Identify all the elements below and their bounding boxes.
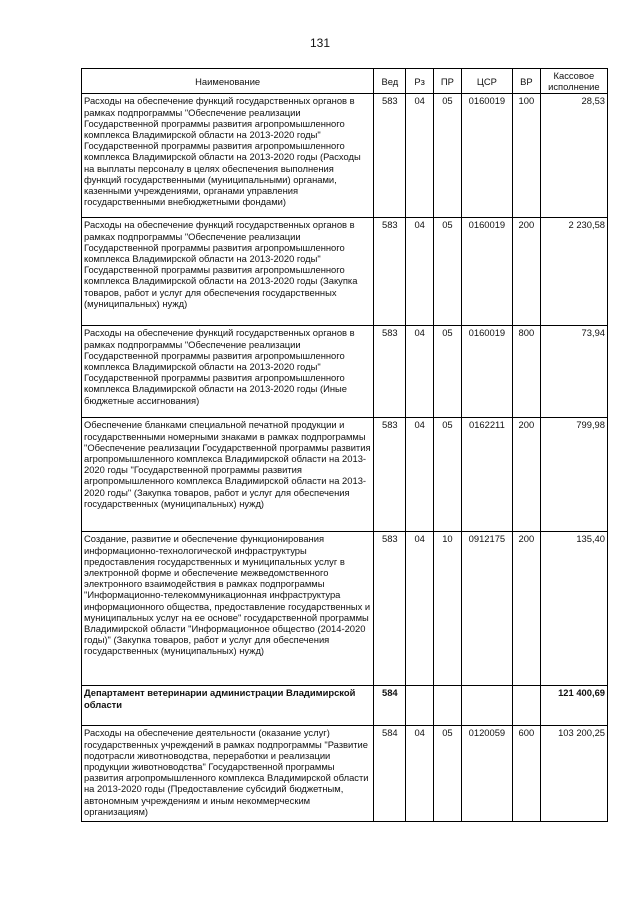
header-sum: Кассовое исполнение [540, 69, 607, 94]
row-sum: 103 200,25 [540, 726, 607, 822]
row-ved: 584 [374, 726, 406, 822]
row-csr [461, 686, 512, 726]
row-rz: 04 [406, 418, 434, 532]
table-row [82, 418, 608, 532]
row-name: Расходы на обеспечение функций государственных органов в рамках подпрограммы "Обеспечение реализации Государственной программы развития агропромышленного комплекса Владимирской области на 2013-2020 годы" Государственной программы развития агропромышленного комплекса Владимирской области на 2013-2020 годы (Иные бюджетные ассигнования) [82, 326, 374, 418]
table-row [82, 326, 608, 418]
row-vr [513, 686, 541, 726]
row-csr: 0120059 [461, 726, 512, 822]
row-pr: 10 [434, 532, 462, 686]
table-row [82, 218, 608, 326]
header-ved: Вед [374, 69, 406, 94]
row-pr: 05 [434, 218, 462, 326]
row-name: Расходы на обеспечение функций государственных органов в рамках подпрограммы "Обеспечение реализации Государственной программы развития агропромышленного комплекса Владимирской области на 2013-2020 годы" Государственной программы развития агропромышленного комплекса Владимирской области на 2013-2020 годы (Закупка товаров, работ и услуг для обеспечения государственных (муниципальных) нужд) [82, 218, 374, 326]
row-ved: 584 [374, 686, 406, 726]
row-name: Расходы на обеспечение деятельности (оказание услуг) государственных учреждений в рамках подпрограммы "Развитие подотрасли животноводства, переработки и реализации продукции животноводства" Государственной программы развития агропромышленного комплекса Владимирской области на 2013-2020 годы (Предоставление субсидий бюджетным, автономным учреждениям и иным некоммерческим организациям) [82, 726, 374, 822]
row-csr: 0912175 [461, 532, 512, 686]
row-csr: 0160019 [461, 94, 512, 218]
row-sum: 135,40 [540, 532, 607, 686]
row-pr: 05 [434, 418, 462, 532]
row-rz: 04 [406, 326, 434, 418]
row-csr: 0160019 [461, 218, 512, 326]
row-vr: 200 [513, 218, 541, 326]
header-rz: Рз [406, 69, 434, 94]
row-vr: 800 [513, 326, 541, 418]
row-pr: 05 [434, 326, 462, 418]
row-vr: 200 [513, 532, 541, 686]
row-csr: 0160019 [461, 326, 512, 418]
table-row [82, 686, 608, 726]
table-row [82, 532, 608, 686]
row-ved: 583 [374, 326, 406, 418]
row-ved: 583 [374, 218, 406, 326]
table-row [82, 94, 608, 218]
row-name: Создание, развитие и обеспечение функционирования информационно-технологической инфраструктуры предоставления государственных и муниципальных услуг в электронной форме и обеспечение межведомственного электронного взаимодействия в рамках подпрограммы "Информационно-телекоммуникационная инфраструктура информационного общества, предоставление государственных и муниципальных услуг на ее основе" государственной программы Владимирской области "Информационное общество (2014-2020 годы)" (Закупка товаров, работ и услуг для обеспечения государственных (муниципальных) нужд) [82, 532, 374, 686]
row-ved: 583 [374, 418, 406, 532]
row-pr: 05 [434, 726, 462, 822]
row-rz [406, 686, 434, 726]
row-vr: 200 [513, 418, 541, 532]
row-sum: 73,94 [540, 326, 607, 418]
row-rz: 04 [406, 726, 434, 822]
row-rz: 04 [406, 94, 434, 218]
row-vr: 100 [513, 94, 541, 218]
header-vr: ВР [513, 69, 541, 94]
page-number: 131 [309, 36, 331, 50]
row-rz: 04 [406, 218, 434, 326]
row-ved: 583 [374, 532, 406, 686]
row-pr: 05 [434, 94, 462, 218]
row-vr: 600 [513, 726, 541, 822]
row-pr [434, 686, 462, 726]
row-sum: 28,53 [540, 94, 607, 218]
header-name: Наименование [82, 69, 374, 94]
row-sum: 2 230,58 [540, 218, 607, 326]
header-csr: ЦСР [461, 69, 512, 94]
row-csr: 0162211 [461, 418, 512, 532]
header-pr: ПР [434, 69, 462, 94]
row-rz: 04 [406, 532, 434, 686]
table-header-row [82, 69, 608, 94]
row-name: Обеспечение бланками специальной печатной продукции и государственными номерными знаками в рамках подпрограммы "Обеспечение реализации Государственной программы развития агропромышленного комплекса Владимирской области на 2013-2020 годы "Государственной программы развития агропромышленного комплекса Владимирской области на 2013-2020 годы" (Закупка товаров, работ и услуг для обеспечения государственных (муниципальных) нужд) [82, 418, 374, 532]
row-name: Расходы на обеспечение функций государственных органов в рамках подпрограммы "Обеспечение реализации Государственной программы развития агропромышленного комплекса Владимирской области на 2013-2020 годы" Государственной программы развития агропромышленного комплекса Владимирской области на 2013-2020 годы (Расходы на выплаты персоналу в целях обеспечения выполнения функций государственными (муниципальными) органами, казенными учреждениями, органами управления государственными внебюджетными фондами) [82, 94, 374, 218]
row-name: Департамент ветеринарии администрации Владимирской области [82, 686, 374, 726]
row-sum: 121 400,69 [540, 686, 607, 726]
row-ved: 583 [374, 94, 406, 218]
row-sum: 799,98 [540, 418, 607, 532]
budget-table [81, 68, 608, 822]
table-row [82, 726, 608, 822]
